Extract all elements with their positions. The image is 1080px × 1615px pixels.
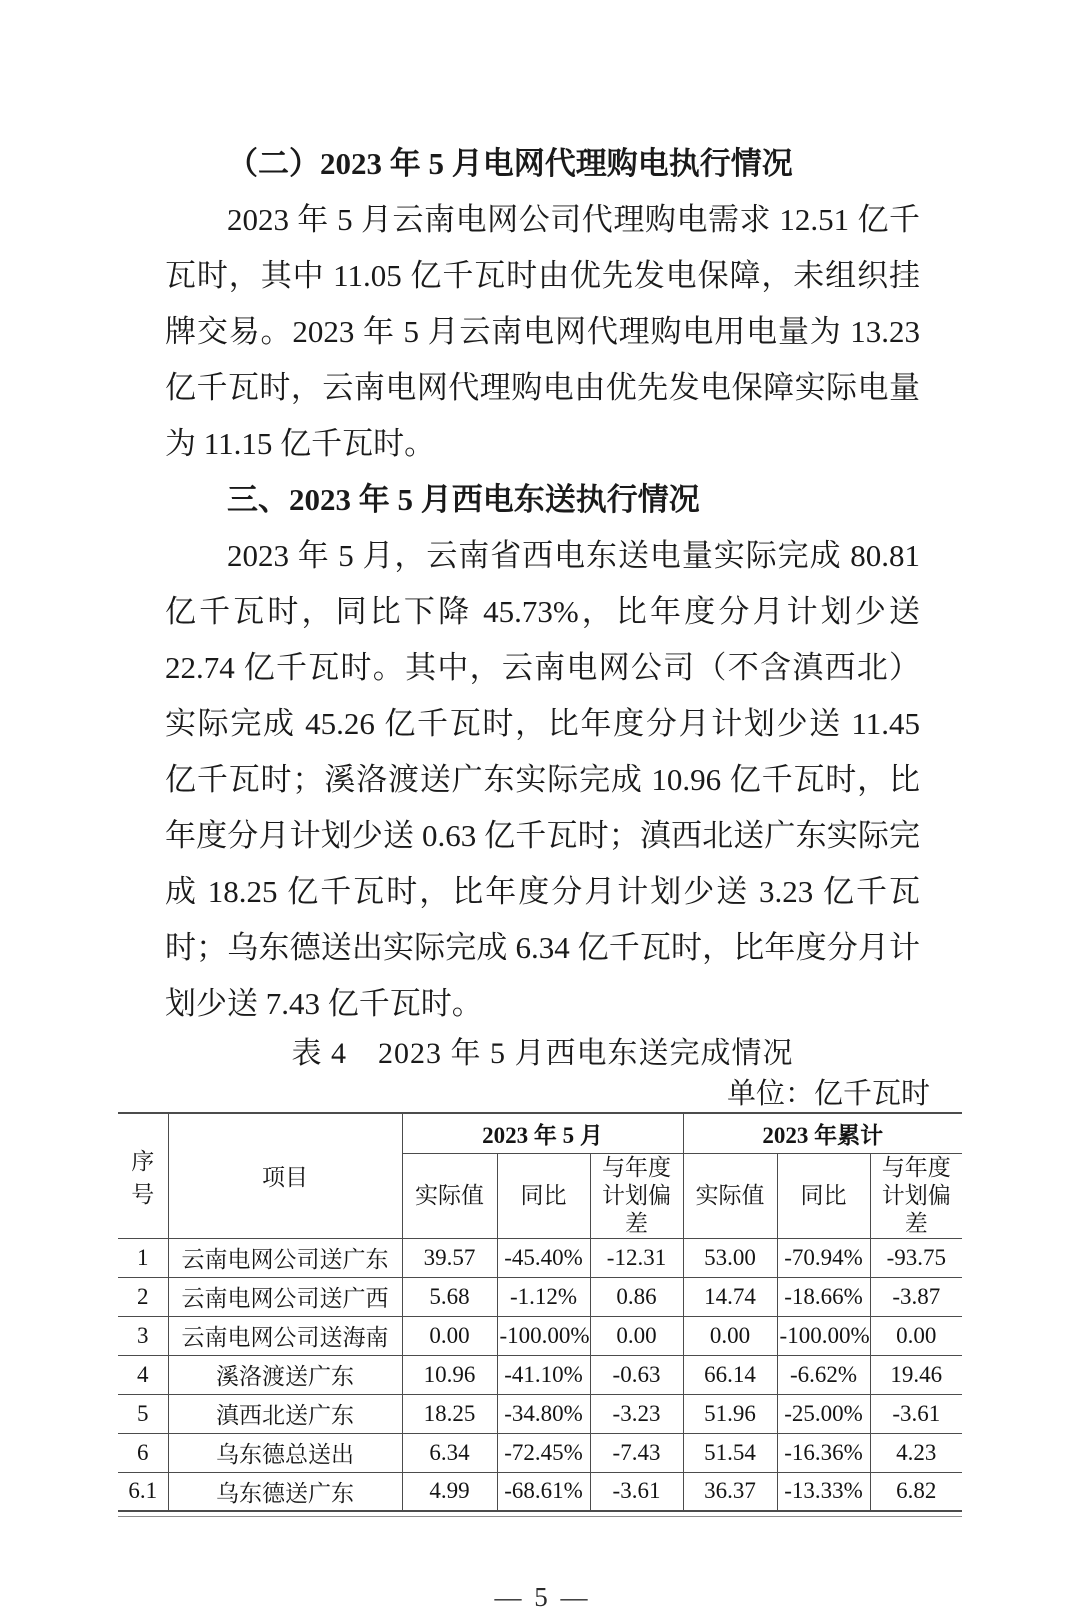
cell-actual-may: 6.34: [402, 1433, 497, 1472]
col-header-actual-cum: 实际值: [683, 1153, 777, 1238]
table-row: [118, 1355, 962, 1394]
table-wrapper: [118, 1112, 962, 1517]
cell-yoy-may: -100.00%: [497, 1316, 590, 1355]
paragraph-west-east-transmission: 2023 年 5 月，云南省西电东送电量实际完成 80.81 亿千瓦时，同比下降 45.73%，比年度分月计划少送 22.74 亿千瓦时。其中，云南电网公司（不含滇西北）实际完成 45.26 亿千瓦时，比年度分月计划少送 11.45 亿千瓦时；溪洛渡送广东实际完成 10.96 亿千瓦时，比年度分月计划少送 0.63 亿千瓦时；滇西北送广东实际完成 18.25 亿千瓦时，比年度分月计划少送 3.23 亿千瓦时；乌东德送出实际完成 6.34 亿千瓦时，比年度分月计划少送 7.43 亿千瓦时。: [165, 538, 920, 1021]
col-header-actual-may: 实际值: [402, 1153, 497, 1238]
col-header-yoy-may: 同比: [497, 1153, 590, 1238]
cell-seq: 1: [118, 1238, 168, 1277]
cell-actual-cum: 0.00: [683, 1316, 777, 1355]
cell-plandev-may: -12.31: [590, 1238, 683, 1277]
cell-plandev-cum: 0.00: [870, 1316, 962, 1355]
cell-actual-may: 39.57: [402, 1238, 497, 1277]
cell-yoy-may: -72.45%: [497, 1433, 590, 1472]
cell-actual-may: 10.96: [402, 1355, 497, 1394]
cell-yoy-cum: -13.33%: [777, 1472, 870, 1511]
cell-seq: 6: [118, 1433, 168, 1472]
cell-item: 滇西北送广东: [168, 1394, 402, 1433]
cell-actual-may: 5.68: [402, 1277, 497, 1316]
table-row: [118, 1238, 962, 1277]
table-row: [118, 1277, 962, 1316]
cell-plandev-may: 0.00: [590, 1316, 683, 1355]
cell-actual-cum: 36.37: [683, 1472, 777, 1511]
cell-plandev-may: -3.61: [590, 1472, 683, 1511]
col-header-seq: 序号: [118, 1113, 168, 1238]
cell-seq: 6.1: [118, 1472, 168, 1511]
cell-item: 乌东德送广东: [168, 1472, 402, 1511]
cell-actual-may: 0.00: [402, 1316, 497, 1355]
cell-seq: 2: [118, 1277, 168, 1316]
cell-yoy-cum: -16.36%: [777, 1433, 870, 1472]
cell-seq: 5: [118, 1394, 168, 1433]
cell-plandev-cum: 4.23: [870, 1433, 962, 1472]
cell-item: 云南电网公司送海南: [168, 1316, 402, 1355]
col-header-item: 项目: [168, 1113, 402, 1238]
cell-actual-may: 18.25: [402, 1394, 497, 1433]
cell-plandev-may: 0.86: [590, 1277, 683, 1316]
col-header-plandev-may: 与年度计划偏差: [590, 1153, 683, 1238]
cell-yoy-may: -68.61%: [497, 1472, 590, 1511]
col-group-may-2023: 2023 年 5 月: [402, 1113, 683, 1153]
table-row: [118, 1472, 962, 1511]
table-row: [118, 1316, 962, 1355]
cell-actual-cum: 51.96: [683, 1394, 777, 1433]
cell-yoy-cum: -18.66%: [777, 1277, 870, 1316]
west-east-transmission-table: [118, 1112, 962, 1512]
cell-yoy-cum: -70.94%: [777, 1238, 870, 1277]
cell-yoy-may: -1.12%: [497, 1277, 590, 1316]
page-number: — 5 —: [494, 1582, 591, 1613]
paragraph-agency-purchase: 2023 年 5 月云南电网公司代理购电需求 12.51 亿千瓦时，其中 11.05 亿千瓦时由优先发电保障，未组织挂牌交易。2023 年 5 月云南电网代理购电用电量为 13.23 亿千瓦时，云南电网代理购电由优先发电保障实际电量为 11.15 亿千瓦时。: [165, 202, 920, 461]
cell-yoy-may: -45.40%: [497, 1238, 590, 1277]
cell-plandev-may: -3.23: [590, 1394, 683, 1433]
cell-actual-cum: 66.14: [683, 1355, 777, 1394]
cell-plandev-cum: 6.82: [870, 1472, 962, 1511]
cell-plandev-cum: -3.61: [870, 1394, 962, 1433]
cell-item: 溪洛渡送广东: [168, 1355, 402, 1394]
table-row: [118, 1433, 962, 1472]
cell-yoy-may: -34.80%: [497, 1394, 590, 1433]
col-header-plandev-cum: 与年度计划偏差: [870, 1153, 962, 1238]
table-caption: 表 4 2023 年 5 月西电东送完成情况: [291, 1037, 794, 1070]
cell-actual-cum: 51.54: [683, 1433, 777, 1472]
cell-item: 乌东德总送出: [168, 1433, 402, 1472]
cell-actual-may: 4.99: [402, 1472, 497, 1511]
cell-item: 云南电网公司送广西: [168, 1277, 402, 1316]
cell-item: 云南电网公司送广东: [168, 1238, 402, 1277]
cell-plandev-cum: 19.46: [870, 1355, 962, 1394]
col-header-yoy-cum: 同比: [777, 1153, 870, 1238]
cell-yoy-cum: -100.00%: [777, 1316, 870, 1355]
cell-yoy-cum: -25.00%: [777, 1394, 870, 1433]
cell-plandev-cum: -3.87: [870, 1277, 962, 1316]
cell-plandev-may: -0.63: [590, 1355, 683, 1394]
section-heading-west-east-transmission: 三、2023 年 5 月西电东送执行情况: [227, 482, 700, 517]
cell-plandev-cum: -93.75: [870, 1238, 962, 1277]
cell-yoy-cum: -6.62%: [777, 1355, 870, 1394]
cell-seq: 3: [118, 1316, 168, 1355]
cell-seq: 4: [118, 1355, 168, 1394]
cell-yoy-may: -41.10%: [497, 1355, 590, 1394]
table-row: [118, 1394, 962, 1433]
section-heading-grid-agency-purchase: （二）2023 年 5 月电网代理购电执行情况: [227, 146, 793, 181]
cell-actual-cum: 14.74: [683, 1277, 777, 1316]
cell-actual-cum: 53.00: [683, 1238, 777, 1277]
col-group-cumulative-2023: 2023 年累计: [683, 1113, 962, 1153]
table-unit-label: 单位：亿千瓦时: [726, 1078, 930, 1110]
cell-plandev-may: -7.43: [590, 1433, 683, 1472]
